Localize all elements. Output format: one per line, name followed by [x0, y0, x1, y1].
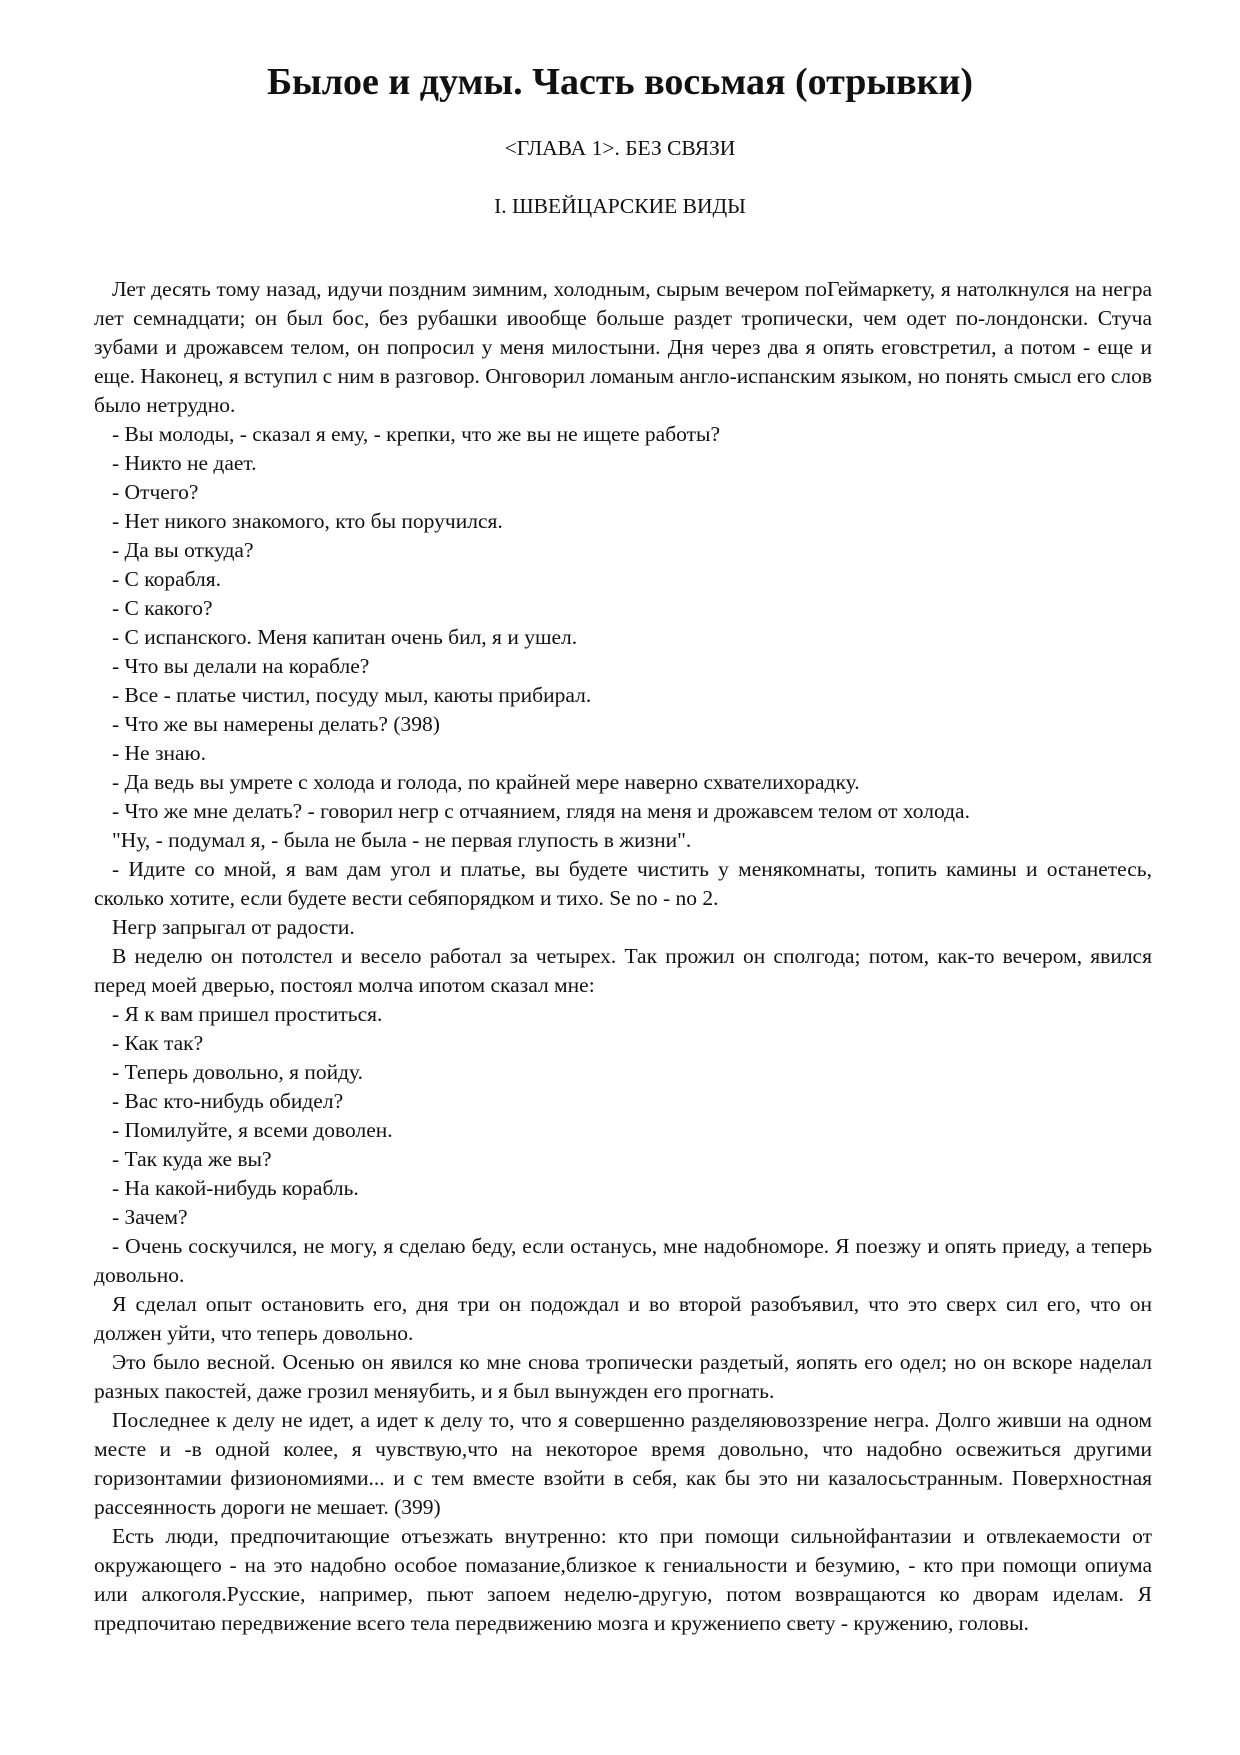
document-body — [94, 275, 1152, 1638]
paragraph: В неделю он потолстел и весело работал за четырех. Так прожил он сполгода; потом, как-то вечером, явился перед моей дверью, постоял молча ипотом сказал мне: — [94, 944, 1152, 997]
paragraph: - С корабля. — [112, 567, 222, 591]
paragraph: - Не знаю. — [112, 741, 206, 765]
paragraph: - С какого? — [112, 596, 213, 620]
paragraph: - Что же вы намерены делать? (398) — [112, 712, 440, 736]
paragraph: - Что же мне делать? - говорил негр с отчаянием, глядя на меня и дрожавсем телом от холода. — [112, 799, 970, 823]
paragraph: - Теперь довольно, я пойду. — [112, 1060, 364, 1084]
paragraph: - Вас кто-нибудь обидел? — [112, 1089, 344, 1113]
paragraph: Есть люди, предпочитающие отъезжать внутренно: кто при помощи сильнойфантазии и отвлекаемости от окружающего - на это надобно особое помазание,близкое к гениальности и безумию, - кто при помощи опиума или алкоголя.Русские, например, пьют запоем неделю-другую, потом возвращаются ко дворам иделам. Я предпочитаю передвижение всего тела передвижению мозга и кружениепо свету - кружению, головы. — [94, 1524, 1152, 1635]
paragraph: - Отчего? — [112, 480, 199, 504]
paragraph: Лет десять тому назад, идучи поздним зимним, холодным, сырым вечером поГеймаркету, я натолкнулся на негра лет семнадцати; он был бос, без рубашки ивообще больше раздет тропически, чем одет по-лондонски. Стуча зубами и дрожавсем телом, он попросил у меня милостыни. Дня через два я опять еговстретил, а потом - еще и еще. Наконец, я вступил с ним в разговор. Онговорил ломаным англо-испанским языком, но понять смысл его слов было нетрудно. — [94, 277, 1152, 417]
paragraph: - Помилуйте, я всеми доволен. — [112, 1118, 393, 1142]
paragraph: - Да ведь вы умрете с холода и голода, по крайней мере наверно схвателихорадку. — [112, 770, 860, 794]
paragraph: - Я к вам пришел проститься. — [112, 1002, 383, 1026]
chapter-heading: <ГЛАВА 1>. БЕЗ СВЯЗИ — [504, 136, 736, 160]
paragraph: - Идите со мной, я вам дам угол и платье, вы будете чистить у менякомнаты, топить камины и останетесь, сколько хотите, если будете вести себяпорядком и тихо. Se no - no 2. — [94, 857, 1152, 910]
paragraph: Последнее к делу не идет, а идет к делу то, что я совершенно разделяювоззрение негра. Долго живши на одном месте и -в одной колее, я чувствую,что на некоторое время довольно, что надобно освежиться другими горизонтамии физиономиями... и с тем вместе взойти в себя, как бы это ни казалосьстранным. Поверхностная рассеянность дороги не мешает. (399) — [94, 1408, 1152, 1519]
paragraph: - Очень соскучился, не могу, я сделаю беду, если останусь, мне надобноморе. Я поезжу и опять приеду, а теперь довольно. — [94, 1234, 1152, 1287]
paragraph: - На какой-нибудь корабль. — [112, 1176, 359, 1200]
paragraph: - Нет никого знакомого, кто бы поручился. — [112, 509, 503, 533]
paragraph: Это было весной. Осенью он явился ко мне снова тропически раздетый, яопять его одел; но он вскоре наделал разных пакостей, даже грозил меняубить, и я был вынужден его прогнать. — [94, 1350, 1152, 1403]
paragraph: - С испанского. Меня капитан очень бил, я и ушел. — [112, 625, 578, 649]
paragraph: - Никто не дает. — [112, 451, 257, 475]
paragraph: Я сделал опыт остановить его, дня три он подождал и во второй разобъявил, что это сверх сил его, что он должен уйти, что теперь довольно. — [94, 1292, 1152, 1345]
paragraph: - Так куда же вы? — [112, 1147, 272, 1171]
paragraph: - Что вы делали на корабле? — [112, 654, 370, 678]
paragraph: - Зачем? — [112, 1205, 188, 1229]
document-title: Былое и думы. Часть восьмая (отрывки) — [266, 61, 974, 103]
paragraph: Негр запрыгал от радости. — [112, 915, 355, 939]
paragraph: - Как так? — [112, 1031, 204, 1055]
paragraph: - Все - платье чистил, посуду мыл, каюты прибирал. — [112, 683, 592, 707]
paragraph: - Вы молоды, - сказал я ему, - крепки, что же вы не ищете работы? — [112, 422, 721, 446]
section-heading: I. ШВЕЙЦАРСКИЕ ВИДЫ — [494, 194, 746, 218]
paragraph: "Ну, - подумал я, - была не была - не первая глупость в жизни". — [112, 828, 692, 852]
paragraph: - Да вы откуда? — [112, 538, 254, 562]
